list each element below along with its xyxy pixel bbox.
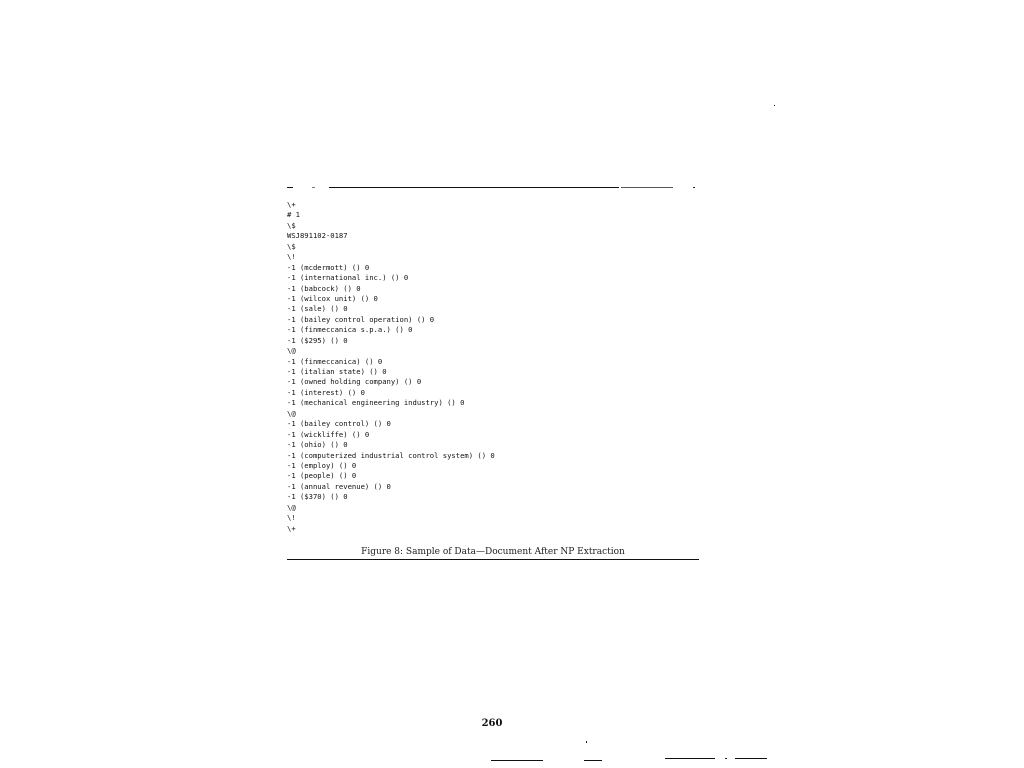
listing-line: # 1	[287, 210, 300, 220]
listing-line: \$	[287, 241, 296, 251]
listing-line: \@	[287, 346, 296, 356]
listing-line: -1 (computerized industrial control system) () 0	[287, 450, 495, 460]
scan-speck	[774, 105, 775, 106]
listing-line: -1 (employ) () 0	[287, 460, 357, 470]
bottom-scan-rule	[491, 760, 543, 761]
scan-speck	[693, 187, 695, 188]
listing-line: -1 (bailey control operation) () 0	[287, 314, 435, 324]
figure-top-rule-fragment-left	[287, 187, 293, 188]
scan-speck	[312, 187, 315, 188]
figure-bottom-rule	[287, 559, 699, 560]
listing-line: -1 ($370) () 0	[287, 492, 348, 502]
np-extraction-listing	[287, 200, 707, 534]
listing-line: \+	[287, 200, 296, 209]
listing-line: -1 ($295) () 0	[287, 335, 348, 345]
listing-line: -1 (people) () 0	[287, 471, 357, 481]
bottom-scan-rule	[735, 758, 767, 759]
scan-speck	[725, 758, 727, 759]
listing-line: \@	[287, 408, 296, 418]
figure-top-rule	[329, 187, 619, 188]
page-number: 260	[481, 718, 503, 729]
listing-line: -1 (interest) () 0	[287, 387, 365, 397]
listing-line: -1 (mcdermott) () 0	[287, 262, 370, 272]
scan-speck	[586, 741, 587, 743]
listing-line: -1 (mechanical engineering industry) () 0	[287, 398, 465, 408]
figure-top-rule-fragment-right	[621, 187, 673, 188]
listing-line: -1 (italian state) () 0	[287, 367, 387, 376]
listing-line: -1 (annual revenue) () 0	[287, 481, 391, 491]
listing-line: \@	[287, 502, 296, 512]
listing-line: -1 (wickliffe) () 0	[287, 429, 370, 439]
listing-line: \$	[287, 220, 296, 230]
bottom-scan-rule	[665, 758, 715, 759]
listing-line: -1 (finmeccanica s.p.a.) () 0	[287, 325, 413, 335]
listing-line: -1 (owned holding company) () 0	[287, 377, 422, 387]
listing-line: -1 (finmeccanica) () 0	[287, 356, 383, 366]
figure-caption: Figure 8: Sample of Data—Document After NP Extraction	[361, 547, 625, 557]
listing-line: -1 (wilcox unit) () 0	[287, 293, 378, 303]
listing-line: -1 (international inc.) () 0	[287, 273, 409, 283]
listing-line: \!	[287, 252, 296, 262]
listing-line: -1 (babcock) () 0	[287, 283, 361, 293]
bottom-scan-rule	[584, 760, 602, 761]
listing-line: \!	[287, 513, 296, 523]
listing-line: WSJ891102-0187	[287, 231, 348, 241]
listing-line: \+	[287, 523, 296, 533]
listing-line: -1 (ohio) () 0	[287, 440, 348, 450]
listing-line: -1 (bailey control) () 0	[287, 419, 391, 429]
listing-line: -1 (sale) () 0	[287, 304, 348, 314]
